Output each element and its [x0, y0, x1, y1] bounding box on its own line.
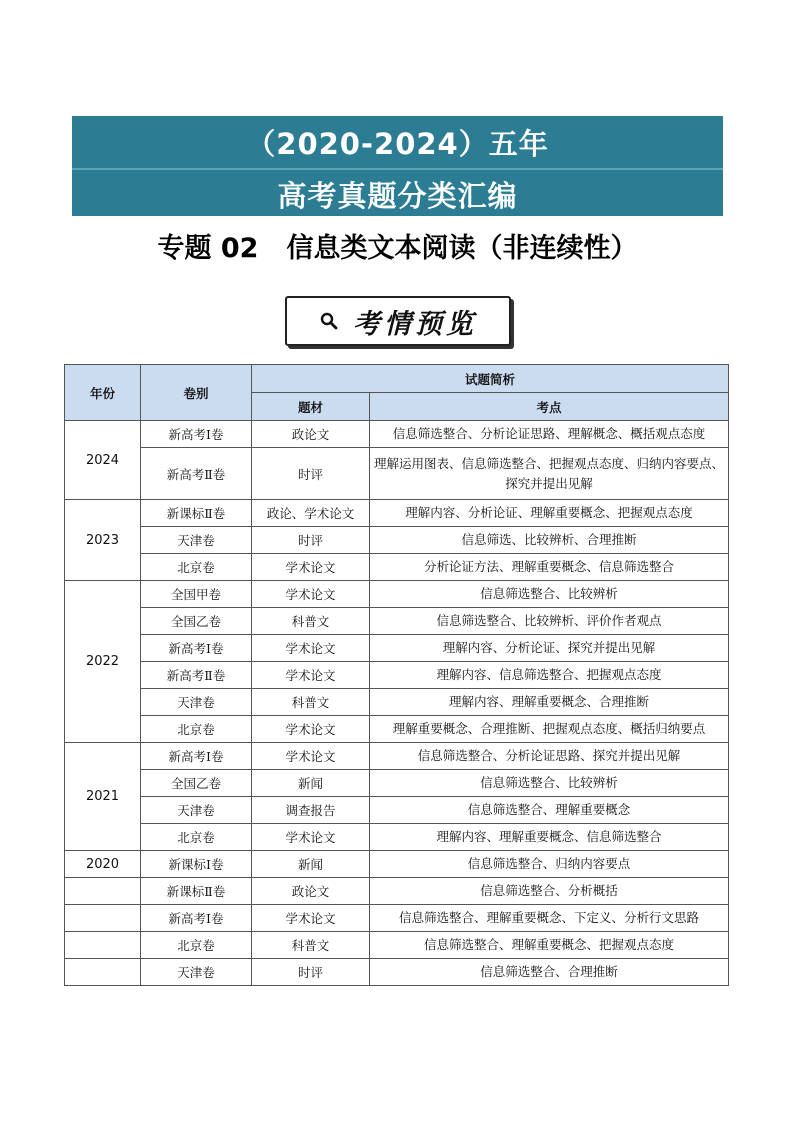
material-cell: 调查报告 — [252, 797, 370, 824]
year-cell — [65, 932, 141, 959]
material-cell: 时评 — [252, 959, 370, 986]
year-cell: 2023 — [65, 500, 141, 581]
material-cell: 时评 — [252, 448, 370, 500]
material-cell: 政论、学术论文 — [252, 500, 370, 527]
paper-cell: 北京卷 — [141, 554, 252, 581]
table-row — [65, 421, 729, 448]
table-row — [65, 716, 729, 743]
paper-cell: 新高考Ⅱ卷 — [141, 662, 252, 689]
topic-heading — [72, 226, 723, 265]
table-row — [65, 905, 729, 932]
points-cell: 理解内容、分析论证、理解重要概念、把握观点态度 — [370, 500, 729, 527]
table-row — [65, 824, 729, 851]
header-material: 题材 — [252, 393, 370, 421]
table-row — [65, 554, 729, 581]
points-cell: 信息筛选整合、分析概括 — [370, 878, 729, 905]
table-row — [65, 851, 729, 878]
paper-cell: 全国乙卷 — [141, 608, 252, 635]
points-cell: 信息筛选整合、分析论证思路、理解概念、概括观点态度 — [370, 421, 729, 448]
material-cell: 学术论文 — [252, 554, 370, 581]
banner-title-years: （2020-2024）五年 — [246, 127, 549, 161]
paper-cell: 全国甲卷 — [141, 581, 252, 608]
material-cell: 新闻 — [252, 851, 370, 878]
points-cell: 理解内容、理解重要概念、信息筛选整合 — [370, 824, 729, 851]
header-paper: 卷别 — [141, 365, 252, 421]
points-cell: 信息筛选整合、合理推断 — [370, 959, 729, 986]
banner-title-collection: 高考真题分类汇编 — [277, 179, 518, 213]
material-cell: 政论文 — [252, 878, 370, 905]
paper-cell: 天津卷 — [141, 797, 252, 824]
table-row — [65, 581, 729, 608]
year-cell: 2020 — [65, 851, 141, 878]
table-row — [65, 770, 729, 797]
table-row — [65, 959, 729, 986]
header-points: 考点 — [370, 393, 729, 421]
material-cell: 科普文 — [252, 689, 370, 716]
material-cell: 科普文 — [252, 608, 370, 635]
table-row — [65, 500, 729, 527]
paper-cell: 新高考Ⅰ卷 — [141, 635, 252, 662]
points-cell: 信息筛选整合、理解重要概念、把握观点态度 — [370, 932, 729, 959]
banner-divider — [72, 168, 723, 170]
points-cell: 信息筛选整合、比较辨析 — [370, 581, 729, 608]
table-row — [65, 527, 729, 554]
paper-cell: 北京卷 — [141, 824, 252, 851]
paper-cell: 天津卷 — [141, 689, 252, 716]
year-cell: 2024 — [65, 421, 141, 500]
section-badge — [285, 296, 511, 346]
paper-cell: 新高考Ⅱ卷 — [141, 448, 252, 500]
points-cell: 分析论证方法、理解重要概念、信息筛选整合 — [370, 554, 729, 581]
paper-cell: 天津卷 — [141, 959, 252, 986]
paper-cell: 新高考Ⅰ卷 — [141, 421, 252, 448]
year-cell — [65, 959, 141, 986]
year-cell — [65, 905, 141, 932]
header-year: 年份 — [65, 365, 141, 421]
paper-cell: 全国乙卷 — [141, 770, 252, 797]
table-row — [65, 797, 729, 824]
material-cell: 学术论文 — [252, 635, 370, 662]
table-header-row — [65, 365, 729, 393]
material-cell: 新闻 — [252, 770, 370, 797]
header-analysis: 试题简析 — [252, 365, 729, 393]
year-cell: 2022 — [65, 581, 141, 743]
points-cell: 理解内容、理解重要概念、合理推断 — [370, 689, 729, 716]
paper-cell: 新高考Ⅰ卷 — [141, 743, 252, 770]
exam-overview-table — [64, 364, 729, 986]
material-cell: 学术论文 — [252, 743, 370, 770]
material-cell: 学术论文 — [252, 662, 370, 689]
paper-cell: 新高考Ⅰ卷 — [141, 905, 252, 932]
badge-label: 考情预览 — [353, 308, 477, 340]
material-cell: 政论文 — [252, 421, 370, 448]
material-cell: 学术论文 — [252, 716, 370, 743]
search-icon — [319, 311, 339, 331]
paper-cell: 新课标Ⅱ卷 — [141, 500, 252, 527]
topic-title: 信息类文本阅读（非连续性） — [286, 233, 638, 264]
paper-cell: 新课标Ⅱ卷 — [141, 878, 252, 905]
year-cell: 2021 — [65, 743, 141, 851]
table-row — [65, 662, 729, 689]
table-row — [65, 635, 729, 662]
points-cell: 信息筛选整合、比较辨析、评价作者观点 — [370, 608, 729, 635]
table-row — [65, 689, 729, 716]
table-row — [65, 448, 729, 500]
points-cell: 信息筛选整合、理解重要概念 — [370, 797, 729, 824]
material-cell: 时评 — [252, 527, 370, 554]
points-cell: 信息筛选整合、比较辨析 — [370, 770, 729, 797]
topic-prefix: 专题 02 — [157, 233, 259, 264]
paper-cell: 新课标Ⅰ卷 — [141, 851, 252, 878]
paper-cell: 北京卷 — [141, 716, 252, 743]
points-cell: 理解内容、分析论证、探究并提出见解 — [370, 635, 729, 662]
material-cell: 学术论文 — [252, 824, 370, 851]
points-cell: 理解重要概念、合理推断、把握观点态度、概括归纳要点 — [370, 716, 729, 743]
paper-cell: 天津卷 — [141, 527, 252, 554]
points-cell: 理解内容、信息筛选整合、把握观点态度 — [370, 662, 729, 689]
points-cell: 信息筛选、比较辨析、合理推断 — [370, 527, 729, 554]
table-row — [65, 878, 729, 905]
table-row — [65, 932, 729, 959]
year-cell — [65, 878, 141, 905]
points-cell: 信息筛选整合、分析论证思路、探究并提出见解 — [370, 743, 729, 770]
material-cell: 学术论文 — [252, 581, 370, 608]
material-cell: 科普文 — [252, 932, 370, 959]
paper-cell: 北京卷 — [141, 932, 252, 959]
points-cell: 信息筛选整合、归纳内容要点 — [370, 851, 729, 878]
points-cell: 信息筛选整合、理解重要概念、下定义、分析行文思路 — [370, 905, 729, 932]
material-cell: 学术论文 — [252, 905, 370, 932]
table-row — [65, 743, 729, 770]
points-cell: 理解运用图表、信息筛选整合、把握观点态度、归纳内容要点、探究并提出见解 — [370, 448, 729, 500]
table-row — [65, 608, 729, 635]
title-banner — [72, 116, 723, 216]
